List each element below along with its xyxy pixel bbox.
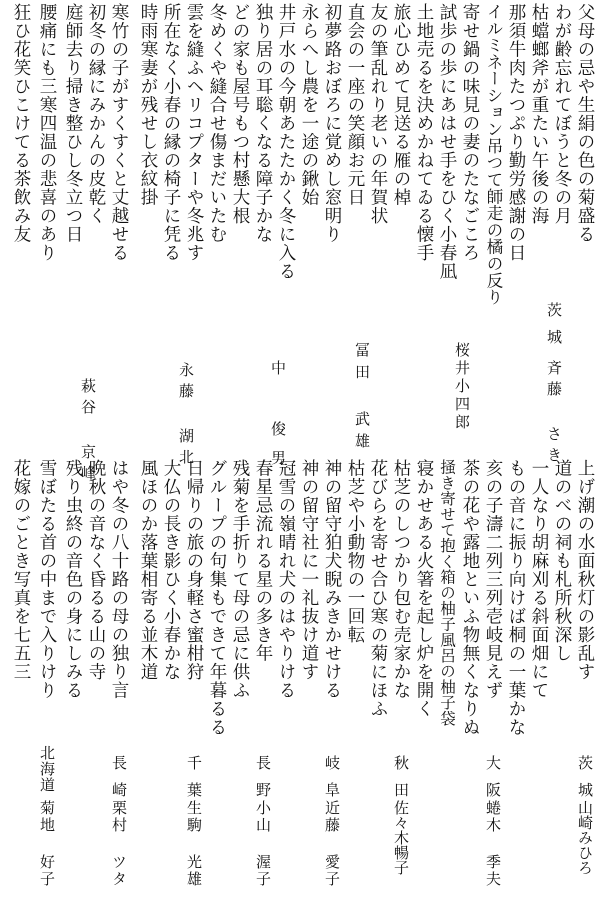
- poem-bottom-3: 一人なり胡麻刈る斜面畑にて: [529, 459, 549, 700]
- author-name: 斉藤 さき: [545, 360, 563, 468]
- author-prefecture: 北海道: [38, 745, 56, 793]
- author-bottom-6-name: [183, 800, 205, 888]
- poem-top-16: どの家も屋号もつ村懸大根: [230, 3, 250, 225]
- poem-bottom-21: はや冬の八十路の母の独り言: [109, 459, 129, 700]
- poem-bottom-25: 花嫁のごとき写真を七五三: [11, 459, 31, 681]
- poem-bottom-14: 冠雪の嶺晴れ犬のはやりける: [276, 459, 296, 700]
- poem-top-19: 所在なく小春の縁の椅子に凭る: [161, 3, 181, 262]
- poem-bottom-16: 残菊を手折りて母の忌に供ふ: [230, 459, 250, 700]
- author-bottom-1-name: [574, 800, 596, 875]
- poem-bottom-7: 掻き寄せて抱く箱の柚子風呂の柚子袋: [438, 459, 456, 726]
- poem-bottom-8: 寝かせある火箸を起し炉を開く: [414, 459, 434, 718]
- poem-top-23: 庭師去り掃き整ひし冬立つ日: [63, 3, 83, 244]
- poem-top-8: 土地売るを決めかねてゐる懐手: [414, 3, 434, 262]
- author-name: 蜷木 季夫: [484, 800, 502, 888]
- poem-bottom-18: 日帰りの旅の身軽さ蜜柑狩: [184, 459, 204, 681]
- poem-top-13: 永らへし農を一途の鍬始: [299, 3, 319, 207]
- author-name: 永藤 湖北: [177, 362, 195, 470]
- author-name: 栗村 ツタ: [110, 800, 128, 888]
- poem-top-21: 寒竹の子がすくすくと丈越せる: [109, 3, 129, 262]
- author-top-1-name: [543, 360, 565, 468]
- author-prefecture: 大阪: [484, 755, 502, 809]
- author-top-1: [543, 302, 565, 356]
- poem-bottom-5: 亥の子濤二列三列壱岐見えず: [483, 459, 503, 700]
- author-name: 小山 渥子: [254, 800, 272, 888]
- poem-top-12: 初夢路おぼろに覚めし窓明り: [322, 3, 342, 244]
- author-top-3: [351, 342, 373, 455]
- author-top-5: [175, 362, 197, 470]
- author-name: 近藤 愛子: [323, 800, 341, 888]
- poem-top-7: 試歩の歩にあはせ手をひく小春凪: [437, 3, 457, 281]
- poem-top-10: 友の筆乱れり老いの年賀状: [368, 3, 388, 225]
- author-bottom-8: [36, 745, 58, 793]
- author-bottom-4-name: [321, 800, 343, 888]
- author-prefecture: 茨城: [545, 302, 563, 356]
- author-name: 山崎みひろ: [576, 800, 594, 875]
- author-bottom-2-name: [482, 800, 504, 888]
- author-prefecture: 秋田: [392, 755, 410, 809]
- author-name: 佐々木暢子: [392, 800, 410, 875]
- poem-top-3: 枯蟷螂斧が重たい午後の海: [529, 3, 549, 225]
- poem-top-2: わが齢忘れてぼうと冬の月: [552, 3, 572, 225]
- author-top-2: [451, 342, 473, 432]
- poem-top-5: イルミネーション吊つて師走の橘の反り: [484, 3, 503, 306]
- poem-top-9: 旅心ひめて見送る雁の棹: [391, 3, 411, 207]
- poem-top-24: 腰痛にも三寒四温の悲喜のあり: [37, 3, 57, 262]
- poem-bottom-23: 残り虫終の音色の身にしみる: [63, 459, 83, 700]
- poem-bottom-10: 花びらを寄せ合ひ寒の菊にほふ: [368, 459, 388, 718]
- author-bottom-8-name: [36, 800, 58, 888]
- poem-top-15: 独り居の耳聡くなる障子かな: [253, 3, 273, 244]
- author-name: 桜井小四郎: [453, 342, 471, 432]
- author-prefecture: 千葉: [185, 755, 203, 809]
- author-name: 冨田 武雄: [353, 342, 371, 455]
- poem-top-25: 狂ひ花笑ひこけてる茶飲み友: [11, 3, 31, 244]
- poem-bottom-15: 春星忌流れる星の多き年: [253, 459, 273, 663]
- poem-top-11: 直会の一座の笑顔お元日: [345, 3, 365, 207]
- author-prefecture: 長崎: [110, 755, 128, 809]
- author-name: 中 俊男: [269, 360, 287, 479]
- author-bottom-7-name: [108, 800, 130, 888]
- poem-bottom-12: 神の留守狛犬睨みきかせける: [322, 459, 342, 700]
- author-bottom-3-name: [390, 800, 412, 875]
- author-name: 生駒 光雄: [185, 800, 203, 888]
- poem-top-14: 井戸水の今朝あたたかく冬に入る: [276, 3, 296, 281]
- author-name: 萩谷 京峰: [79, 378, 97, 486]
- author-name: 菊地 好子: [38, 800, 56, 888]
- poem-bottom-9: 枯芝のしつかり包む売家かな: [391, 459, 411, 700]
- poem-bottom-24: 雪ぼたる首の中まで入りけり: [37, 459, 57, 700]
- poem-bottom-11: 枯芝や小動物の一回転: [345, 459, 365, 644]
- poem-bottom-4: もの音に振り向けば桐の一葉かな: [506, 459, 526, 737]
- poem-bottom-19: 大仏の長き影ひく小春かな: [161, 459, 181, 681]
- poem-top-20: 時雨寒妻が残せし衣紋掛: [138, 3, 158, 207]
- poem-bottom-1: 上げ潮の水面秋灯の影乱す: [575, 459, 595, 681]
- poem-bottom-17: グループの句集もできて年暮るる: [207, 459, 227, 737]
- poem-top-1: 父母の忌や生絹の色の菊盛る: [575, 3, 595, 244]
- author-bottom-5-name: [252, 800, 274, 888]
- poem-top-18: 雲を縫ふヘリコプターや冬兆す: [184, 3, 204, 262]
- author-prefecture: 岐阜: [323, 755, 341, 809]
- poem-top-6: 寄せ鍋の味見の妻のたなごころ: [460, 3, 480, 262]
- poem-top-22: 初冬の縁にみかんの皮乾く: [86, 3, 106, 225]
- poem-top-17: 冬めくや縫合せ傷まだいたむ: [207, 3, 227, 244]
- poem-bottom-22: 晩秋の音なく昏るる山の寺: [86, 459, 106, 681]
- poem-top-4: 那須牛肉たつぷり勤労感謝の日: [506, 3, 526, 262]
- author-prefecture: 茨城: [576, 755, 594, 809]
- poem-bottom-13: 神の留守社に一礼抜け道す: [299, 459, 319, 681]
- poem-bottom-2: 道のべの祠も札所秋深し: [552, 459, 572, 663]
- author-prefecture: 長野: [254, 755, 272, 809]
- poem-bottom-6: 茶の花や露地といふ物無くなりぬ: [460, 459, 480, 737]
- poem-bottom-20: 風ほのか落葉相寄る並木道: [138, 459, 158, 681]
